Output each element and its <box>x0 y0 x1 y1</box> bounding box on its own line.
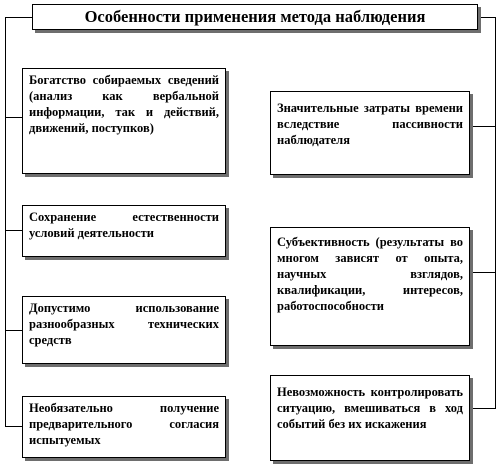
right-branch-2 <box>473 272 495 273</box>
left-trunk-to-title-line <box>5 17 32 18</box>
disadvantage-box-subjectivity: Субъективность (результаты во многом зависят от опыта, научных взглядов, квалификации, интересов, работоспособности <box>270 227 470 346</box>
right-trunk-to-title-line <box>478 17 495 18</box>
advantage-box-no-consent: Необязательно получение предварительного согласия испытуемых <box>22 396 226 458</box>
left-trunk-line <box>5 17 6 427</box>
disadvantage-box-time-costs: Значительные затраты времени вследствие пассивности наблюдателя <box>270 91 470 175</box>
advantage-box-natural-conditions: Сохранение естественности условий деятельности <box>22 205 226 257</box>
right-branch-1 <box>473 126 495 127</box>
diagram-title: Особенности применения метода наблюдения <box>32 4 478 30</box>
right-branch-3 <box>473 408 495 409</box>
right-trunk-line <box>495 17 496 409</box>
left-branch-3 <box>5 330 22 331</box>
advantage-box-technical-means: Допустимо использование разнообразных технических средств <box>22 296 226 364</box>
left-branch-2 <box>5 230 22 231</box>
left-branch-4 <box>5 426 22 427</box>
advantage-box-rich-data: Богатство собираемых сведений (анализ как вербальной информации, так и действий, движений, поступков) <box>22 68 226 174</box>
left-branch-1 <box>5 117 22 118</box>
disadvantage-box-no-control: Невозможность контролировать ситуацию, вмешиваться в ход событий без их искажения <box>270 375 470 461</box>
